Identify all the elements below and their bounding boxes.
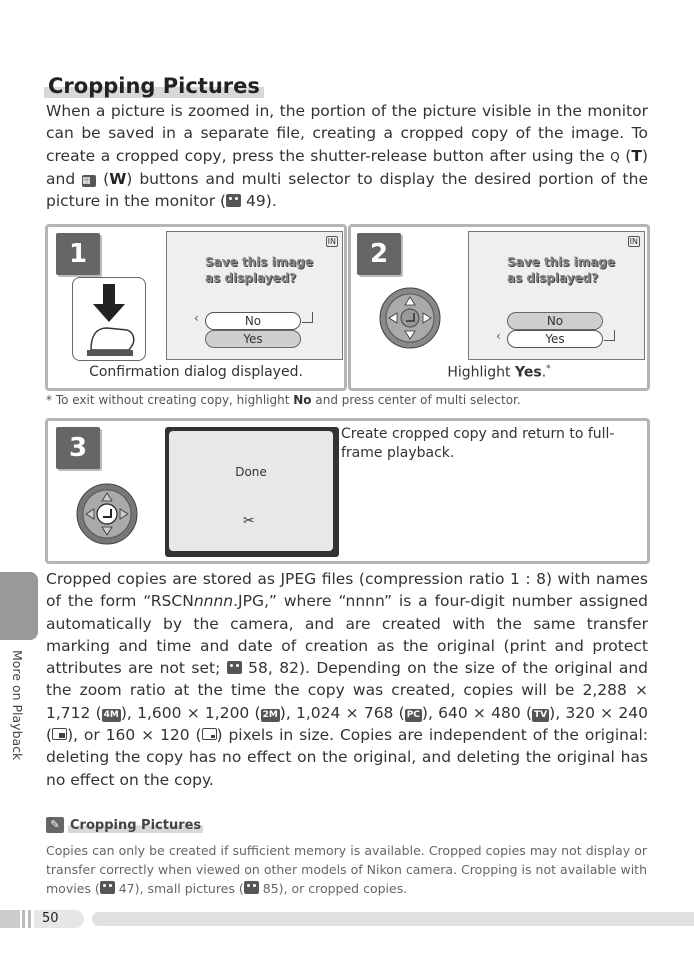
intro-paragraph: When a picture is zoomed in, the portion of the picture visible in the monitor can be saved in a separate file, creating a cropped copy of the image. To create a cropped copy, press the shutter-release button after using the Q (T) and ▦ (W) buttons and multi selector to display the desired portion of the picture in the monitor ( 49). xyxy=(46,102,648,211)
step-3-screen xyxy=(165,427,339,557)
chapter-label: More on Playback xyxy=(10,650,25,761)
step-2-caption: Highlight Yes.* xyxy=(447,364,551,381)
internal-memory-icon: IN xyxy=(327,237,336,246)
option-no[interactable]: No xyxy=(205,312,301,330)
size-tv-icon: TV xyxy=(534,709,548,720)
done-text: Done xyxy=(235,465,267,479)
selector-left-arrow-icon: ‹ xyxy=(496,329,501,343)
step-1-screen xyxy=(166,231,343,360)
reference-icon xyxy=(227,661,242,674)
page-footer xyxy=(0,910,694,928)
enter-bracket-icon xyxy=(302,312,313,323)
size-4m-icon: 4M xyxy=(103,709,119,720)
dialog-line-1: Save this image xyxy=(205,255,314,269)
zoom-in-symbol: Q xyxy=(610,149,620,164)
option-no[interactable]: No xyxy=(507,312,603,330)
note-title: Cropping Pictures xyxy=(70,817,202,833)
dialog-line-2: as displayed? xyxy=(507,271,599,285)
option-yes[interactable]: Yes xyxy=(205,330,301,348)
step-2-screen xyxy=(468,231,645,360)
reference-icon xyxy=(226,194,241,207)
note-text: Copies can only be created if sufficient memory is available. Cropped copies may not display or transfer correctly when viewed on other models of Nikon camera. Cropping is not available with movies ( 47), small pictures ( 85), or cropped copies. xyxy=(46,843,647,896)
step-3-text: Create cropped copy and return to full-frame playback. xyxy=(341,426,615,461)
size-pc-icon: PC xyxy=(406,709,420,720)
size-160-icon xyxy=(202,728,217,740)
scissors-icon: ✂ xyxy=(243,513,255,529)
multi-selector-illustration xyxy=(379,287,441,349)
reference-icon xyxy=(100,881,115,894)
shutter-button-illustration xyxy=(72,277,146,361)
size-2m-icon: 2M xyxy=(262,709,278,720)
step-2-number: 2 xyxy=(357,233,401,275)
note-heading xyxy=(46,817,203,833)
thumbnail-icon: ▦ xyxy=(82,175,96,187)
step-1-box xyxy=(45,224,347,391)
page-number: 50 xyxy=(42,911,59,926)
enter-bracket-icon xyxy=(604,330,615,341)
dialog-line-2: as displayed? xyxy=(205,271,297,285)
reference-icon xyxy=(244,881,259,894)
dialog-line-1: Save this image xyxy=(507,255,616,269)
step-1-number: 1 xyxy=(56,233,100,275)
selector-left-arrow-icon: ‹ xyxy=(194,311,199,325)
section-title: Cropping Pictures xyxy=(44,74,264,98)
internal-memory-icon: IN xyxy=(629,237,638,246)
step-3-number: 3 xyxy=(56,427,100,469)
size-320-icon xyxy=(52,728,67,740)
chapter-tab xyxy=(0,572,38,640)
option-yes[interactable]: Yes xyxy=(507,330,603,348)
multi-selector-illustration xyxy=(76,483,138,545)
step-2-box xyxy=(348,224,650,391)
footnote: * To exit without creating copy, highlight No and press center of multi selector. xyxy=(46,393,521,407)
body-paragraph: Cropped copies are stored as JPEG files (compression ratio 1 : 8) with names of the form “RSCNnnnn.JPG,” where “nnnn” is a four-digit number assigned automatically by the camera, and are created with the same transfer marking and time and date of creation as the original (print and protect attributes are not set; 58, 82). Depending on the size of the original and the zoom ratio at the time the copy was created, copies will be 2,288 × 1,712 ( 4M ), 1,600 × 1,200 ( 2M ), 1,024 × 768 ( PC ), 640 × 480 ( TV ), 320 × 240 ( ), or 160 × 120 ( ) pixels in size. Copies are independent of the original: deleting the copy has no effect on the original, and deleting the original has no effect on the copy. xyxy=(46,570,649,789)
step-1-caption: Confirmation dialog displayed. xyxy=(89,364,303,380)
pencil-note-icon: ✎ xyxy=(46,817,64,833)
step-3-box xyxy=(45,418,650,564)
